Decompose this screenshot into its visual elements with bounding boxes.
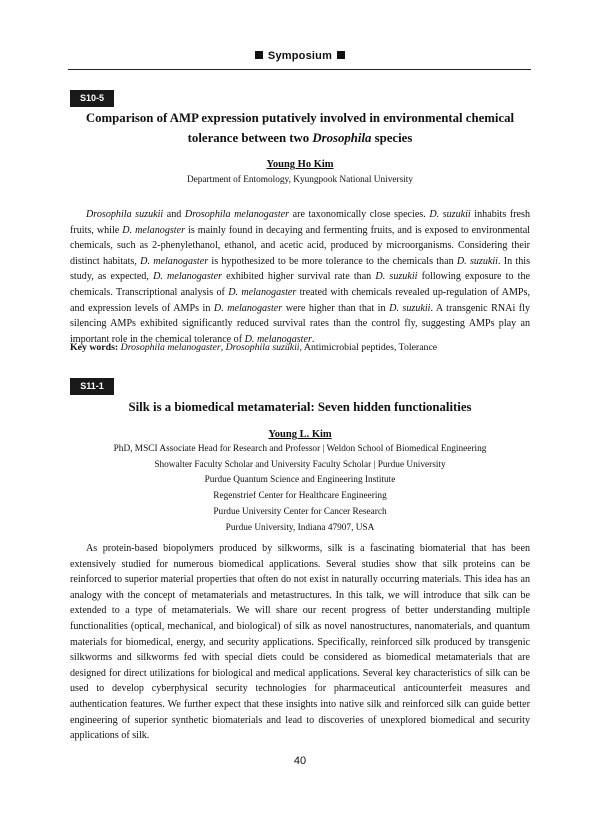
keywords-line [70,342,530,353]
author-affiliation: Department of Entomology, Kyungpook National University [186,175,414,185]
abstract-text-run: D. melanogaster [140,255,209,267]
author-name: Young L. Kim [268,429,332,440]
keywords-list [118,342,437,353]
abstract-text-run: is hypothesized to be more tolerance to the chemicals than [208,255,457,267]
paper-title [70,108,530,148]
running-header [0,50,600,62]
abstract-text-run: Drosophila melanogaster [184,209,290,220]
abstract-text-run: following exposure to the chemicals. Transcriptional analysis of [70,271,530,298]
author-name: Young Ho Kim [266,159,334,170]
abstract-text-run: D. suzukii [456,255,498,267]
author-affiliation-list [70,442,530,536]
abstract-text-run: D. melanogaster [153,271,222,283]
abstract-paragraph [70,207,530,347]
abstract-body [70,541,530,744]
abstract-text-run: Drosophila suzukii [86,209,164,220]
abstract-text-run: D. suzukii [375,271,418,283]
keyword-text-run: , Antimicrobial peptides, Tolerance [299,342,438,353]
abstract-text-run: D. melanogaster [213,302,283,314]
keyword-text-run: Drosophila melanogaster [120,342,221,353]
abstract-text-run: D. melanogster [122,224,186,236]
paper-title: Silk is a biomedical metamaterial: Seven hidden functionalities [128,400,472,414]
keywords-label: Key words: [70,342,119,353]
abstract-text-run: inhabits fresh fruits, while [70,209,531,236]
abstract-text-run: are taxonomically close species. [289,209,430,220]
keyword-text-run: Drosophila suzukii [225,342,300,353]
abstract-text-run: . In this study, as expected, [70,255,531,283]
keyword-text-run: , [220,342,226,353]
abstract-text-run: D. melanogaster [228,286,297,298]
abstract-text-run: D. suzukii [429,209,471,220]
square-bullet-icon [255,51,263,59]
abstract-text-run: were higher than that in [282,302,390,314]
header-rule [68,69,531,70]
header-label: Symposium [267,50,333,62]
abstract-text-run: . [311,333,315,345]
abstract-body [70,207,530,347]
abstract-text-run: and [163,209,185,220]
affiliation-line: Purdue University Center for Cancer Research [213,506,387,517]
abstract-text-run: exhibited higher survival rate than [222,271,376,283]
affiliation-line: Regenstrief Center for Healthcare Engineering [213,491,387,502]
abstract-text-run: . A transgenic RNAi fly silencing AMPs exhibited significantly reduced survival rates than the control fly, suggesting AMPs play an important role in the chemical tolerance of [70,302,531,345]
title-line: tolerance between two Drosophila species [187,131,413,145]
abstract-text-run: D. suzukii [389,302,431,314]
abstract-paragraph: As protein-based biopolymers produced by silkworms, silk is a fascinating biomaterial that has been extensively studied for numerous biomedical applications. Several studies show that silk proteins can be reinforced to superior material properties that often do not exist in naturally occurring materials. This idea has an analogy with the concept of metamaterials and metastructures. In this talk, we will introduce that silk can be extended to a type of metamaterials. We will share our recent progress of better understanding multiple functionalities (optical, mechanical, and biological) of silk as novel nanostructures, nanomaterials, and quantum materials for biomedical, energy, and security applications. Specifically, reinforced silk produced by transgenic silkworms and silkworms fed with special diets could be considered as biomedical metamaterials that are designed for direct utilizations for biological and medical applications. Several key characteristics of silk can be used to develop cyberphysical security technologies for pharmaceutical anticounterfeit measures and authentication features. We further expect that these insights into native silk and reinforced silk can guide better engineering of superior synthetic biomaterials and lead to discoveries of unexplored biomedical and security applications of silk. [70,543,530,742]
session-code-badge: S11-1 [70,378,114,395]
abstract-text-run: treated with chemicals revealed up-regulation of AMPs, and expression levels of AMPs in [70,286,530,314]
affiliation-line: Purdue Quantum Science and Engineering Institute [204,475,396,486]
session-code-badge: S10-5 [70,90,114,107]
title-line: Comparison of AMP expression putatively involved in environmental chemical [85,111,515,125]
square-bullet-icon [337,51,345,59]
abstract-text-run: is mainly found in decaying and fermenting fruits, and is exposed to environmental chemicals, such as 2-phenylethanol, ethanol, and acetic acid, produced by microorganisms. Considering their distinct habitats, [70,224,530,267]
page-number: 40 [293,755,307,767]
affiliation-line: Purdue University, Indiana 47907, USA [225,522,375,533]
affiliation-line: PhD, MSCI Associate Head for Research and Professor | Weldon School of Biomedical Engineering [113,444,487,454]
affiliation-line: Showalter Faculty Scholar and University Faculty Scholar | Purdue University [154,459,446,470]
abstract-text-run: D. melanogaster [244,333,312,345]
